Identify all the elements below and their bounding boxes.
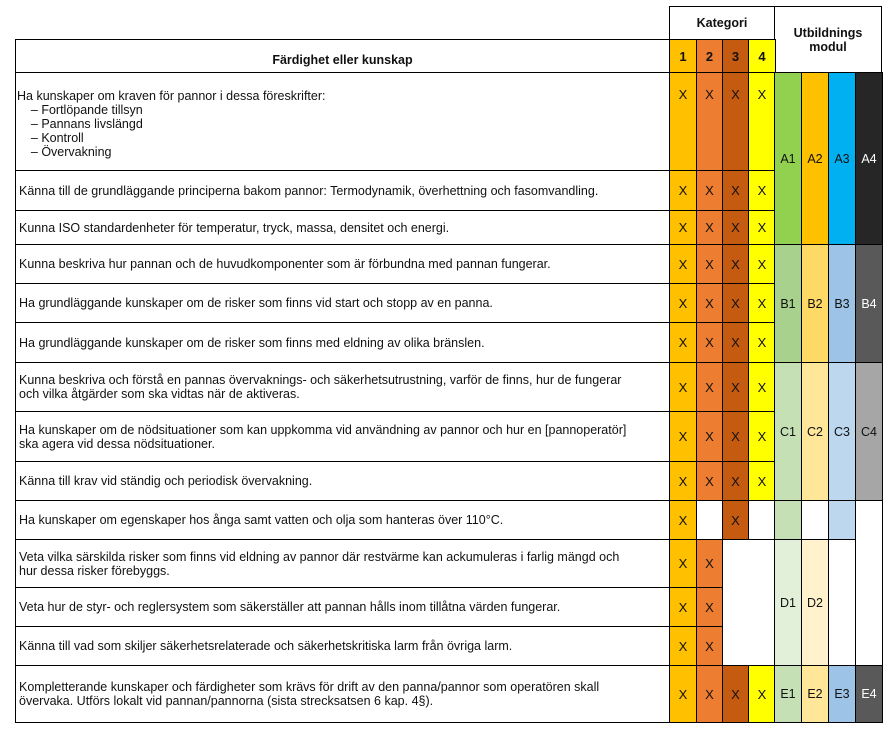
category-mark: X [731, 335, 740, 350]
category-mark-cell [722, 665, 749, 723]
skill-cell [15, 170, 670, 211]
module-cell [774, 72, 802, 245]
category-mark-cell [669, 411, 697, 462]
module-label: C2 [807, 424, 823, 439]
category-mark-cell [669, 72, 697, 171]
category-mark: X [731, 183, 740, 198]
skill-cell [15, 461, 670, 501]
empty-category-block [722, 539, 776, 666]
skill-text: Ha kunskaper om de nödsituationer som kan uppkomma vid användning av pannor och hur en [pannoperatör] ska agera vid dessa nödsituationer. [19, 422, 627, 451]
category-number: 2 [705, 48, 714, 64]
module-group-header [774, 6, 882, 73]
skill-cell [15, 210, 670, 245]
category-mark-cell [696, 362, 723, 412]
category-mark-cell [748, 283, 776, 323]
category-number-header [669, 39, 697, 73]
category-mark-cell [696, 539, 723, 588]
module-cell [828, 244, 856, 363]
category-number-header [696, 39, 723, 73]
skill-text: Känna till krav vid ständig och periodisk övervakning. [19, 474, 313, 488]
category-mark-cell [696, 461, 723, 501]
category-mark: X [731, 512, 740, 528]
category-number: 3 [731, 48, 740, 64]
category-group-label: Kategori [696, 16, 748, 30]
category-mark-cell [696, 210, 723, 245]
category-mark: X [705, 686, 714, 702]
category-mark: X [731, 686, 740, 702]
module-cell [828, 72, 856, 245]
module-label: E1 [780, 687, 796, 701]
module-label: E2 [807, 687, 823, 701]
skill-text: Ha grundläggande kunskaper om de risker som finns vid start och stopp av en panna. [19, 296, 493, 310]
category-mark-cell [722, 461, 749, 501]
category-mark: X [731, 256, 740, 272]
skill-cell [15, 500, 670, 540]
module-cell [774, 244, 802, 363]
module-label: C3 [834, 424, 850, 439]
category-mark-cell [669, 587, 697, 627]
skill-text: Kompletterande kunskaper och färdigheter som krävs för drift av den panna/pannor som operatören skall övervaka. Utförs lokalt vid pannan/pannorna (sista strecksatsen 6 kap. 4§). [19, 680, 600, 708]
category-mark-cell [696, 587, 723, 627]
category-mark-cell [748, 210, 776, 245]
module-cell [855, 244, 883, 363]
skill-text: Veta vilka särskilda risker som finns vid eldning av pannor där restvärme kan ackumuleras i farlig mängd och hur dessa risker förebyggs. [19, 549, 620, 578]
category-mark: X [705, 599, 714, 615]
category-number: 1 [679, 48, 687, 64]
category-mark: X [705, 379, 714, 395]
category-mark: X [757, 335, 767, 350]
module-extension-cell [828, 500, 856, 540]
module-label: A3 [834, 151, 850, 166]
module-group-label: Utbildnings modul [793, 25, 863, 54]
category-mark: X [705, 256, 714, 272]
category-mark-cell [722, 411, 749, 462]
category-mark-cell [696, 283, 723, 323]
category-mark-cell [748, 461, 776, 501]
category-mark-cell [722, 500, 749, 540]
category-mark: X [678, 87, 688, 102]
category-mark: X [678, 335, 688, 350]
category-mark-cell [669, 283, 697, 323]
category-mark-cell [722, 322, 749, 363]
category-mark: X [678, 220, 688, 235]
category-mark-cell [696, 170, 723, 211]
module-label: A4 [861, 151, 877, 166]
skill-cell [15, 362, 670, 412]
category-mark-cell [696, 72, 723, 171]
category-mark-cell [748, 411, 776, 462]
category-mark: X [731, 87, 740, 102]
category-mark: X [731, 473, 740, 489]
module-extension-cell [774, 500, 802, 540]
category-mark: X [705, 556, 714, 571]
category-mark: X [678, 183, 688, 198]
category-mark: X [731, 220, 740, 235]
category-number: 4 [758, 48, 766, 64]
module-cell [774, 362, 802, 501]
skill-cell [15, 587, 670, 627]
category-mark-cell [696, 322, 723, 363]
module-cell [801, 665, 829, 723]
module-label: D2 [807, 595, 823, 610]
module-cell [774, 539, 802, 666]
category-mark: X [705, 638, 714, 654]
category-mark: X [731, 429, 740, 444]
category-mark-cell [748, 322, 776, 363]
category-mark-cell [669, 626, 697, 666]
category-mark: X [757, 429, 767, 444]
module-cell [801, 72, 829, 245]
skill-column-label: Färdighet eller kunskap [272, 53, 413, 67]
module-empty-cell [828, 539, 856, 666]
category-mark-cell [748, 362, 776, 412]
category-group-header [669, 6, 775, 40]
skill-text: Veta hur de styr- och reglersystem som säkerställer att pannan hålls inom tillåtna värden fungerar. [19, 600, 561, 614]
category-mark-cell [722, 362, 749, 412]
category-mark: X [705, 183, 714, 198]
category-mark-cell [696, 244, 723, 284]
category-mark: X [678, 638, 688, 654]
category-mark-cell [722, 244, 749, 284]
module-cell [801, 539, 829, 666]
skill-cell [15, 72, 670, 171]
module-label: B2 [807, 296, 823, 311]
category-mark: X [757, 686, 767, 702]
module-cell [828, 665, 856, 723]
category-mark: X [705, 429, 714, 444]
skill-cell [15, 283, 670, 323]
category-mark: X [731, 295, 740, 311]
module-cell [855, 72, 883, 245]
category-mark-cell [748, 665, 776, 723]
category-mark-cell [696, 626, 723, 666]
category-mark-cell [669, 539, 697, 588]
skill-text: Kunna beskriva hur pannan och de huvudkomponenter som är förbundna med pannan fungerar. [19, 257, 551, 271]
category-mark: X [705, 220, 714, 235]
skill-cell [15, 322, 670, 363]
category-mark-cell [722, 170, 749, 211]
skill-cell [15, 665, 670, 723]
category-mark: X [757, 473, 767, 489]
skill-text: Ha kunskaper om kraven för pannor i dessa föreskrifter: – Fortlöpande tillsyn – Pannans livslängd – Kontroll – Övervakning [17, 89, 326, 159]
skill-text: Kunna beskriva och förstå en pannas övervaknings- och säkerhetsutrustning, varför de finns, hur de fungerar och vilka åtgärder som ska vidtas när de aktiveras. [19, 373, 622, 401]
category-mark: X [705, 335, 714, 350]
category-mark-cell [669, 500, 697, 540]
category-mark: X [731, 379, 740, 395]
category-mark: X [678, 599, 688, 615]
category-mark: X [678, 512, 688, 528]
category-mark-cell [696, 665, 723, 723]
category-mark: X [705, 473, 714, 489]
module-label: E4 [861, 687, 877, 701]
category-mark: X [678, 295, 688, 311]
category-mark-cell [669, 170, 697, 211]
module-empty-cell [801, 500, 829, 540]
skill-text: Känna till vad som skiljer säkerhetsrelaterade och säkerhetskritiska larm från övriga larm. [19, 639, 513, 653]
module-cell [801, 244, 829, 363]
category-mark: X [678, 256, 688, 272]
category-number-header [748, 39, 776, 73]
module-label: B1 [780, 296, 796, 311]
module-label: C1 [780, 424, 796, 439]
category-mark-cell [722, 283, 749, 323]
module-label: A2 [807, 151, 823, 166]
category-mark: X [678, 379, 688, 395]
skill-cell [15, 539, 670, 588]
skill-text: Känna till de grundläggande principerna bakom pannor: Termodynamik, överhettning och fasomvandling. [19, 183, 599, 198]
skill-text: Ha grundläggande kunskaper om de risker som finns med eldning av olika bränslen. [19, 335, 485, 350]
category-mark: X [678, 686, 688, 702]
module-label: B4 [861, 296, 877, 311]
skill-cell [15, 244, 670, 284]
category-mark-cell [722, 72, 749, 171]
module-label: C4 [861, 424, 877, 439]
category-mark: X [678, 473, 688, 489]
category-mark-cell [748, 500, 776, 540]
category-mark: X [757, 295, 767, 311]
category-mark: X [757, 87, 767, 102]
module-label: E3 [834, 687, 850, 701]
module-label: B3 [834, 296, 850, 311]
skill-column-header [15, 39, 670, 73]
module-label: A1 [780, 151, 796, 166]
skill-cell [15, 411, 670, 462]
category-mark: X [705, 295, 714, 311]
category-mark: X [757, 220, 767, 235]
category-mark-cell [669, 362, 697, 412]
category-mark-cell [669, 461, 697, 501]
module-label: D1 [780, 595, 796, 610]
category-mark-cell [722, 210, 749, 245]
category-mark-cell [748, 244, 776, 284]
skill-text: Kunna ISO standardenheter för temperatur, tryck, massa, densitet och energi. [19, 220, 450, 235]
module-cell [855, 362, 883, 501]
module-cell [828, 362, 856, 501]
category-mark: X [705, 87, 714, 102]
module-cell [855, 665, 883, 723]
category-mark-cell [748, 72, 776, 171]
category-mark: X [678, 429, 688, 444]
category-mark-cell [669, 665, 697, 723]
category-number-header [722, 39, 749, 73]
category-mark-cell [669, 210, 697, 245]
category-mark: X [757, 256, 767, 272]
module-empty-cell [855, 500, 883, 666]
category-mark-cell [696, 500, 723, 540]
module-cell [801, 362, 829, 501]
module-cell [774, 665, 802, 723]
category-mark-cell [696, 411, 723, 462]
skill-text: Ha kunskaper om egenskaper hos ånga samt vatten och olja som hanteras över 110°C. [19, 513, 504, 527]
category-mark: X [757, 379, 767, 395]
category-mark: X [757, 183, 767, 198]
category-mark-cell [669, 322, 697, 363]
category-mark-cell [669, 244, 697, 284]
category-mark-cell [748, 170, 776, 211]
skill-cell [15, 626, 670, 666]
category-mark: X [678, 556, 688, 571]
